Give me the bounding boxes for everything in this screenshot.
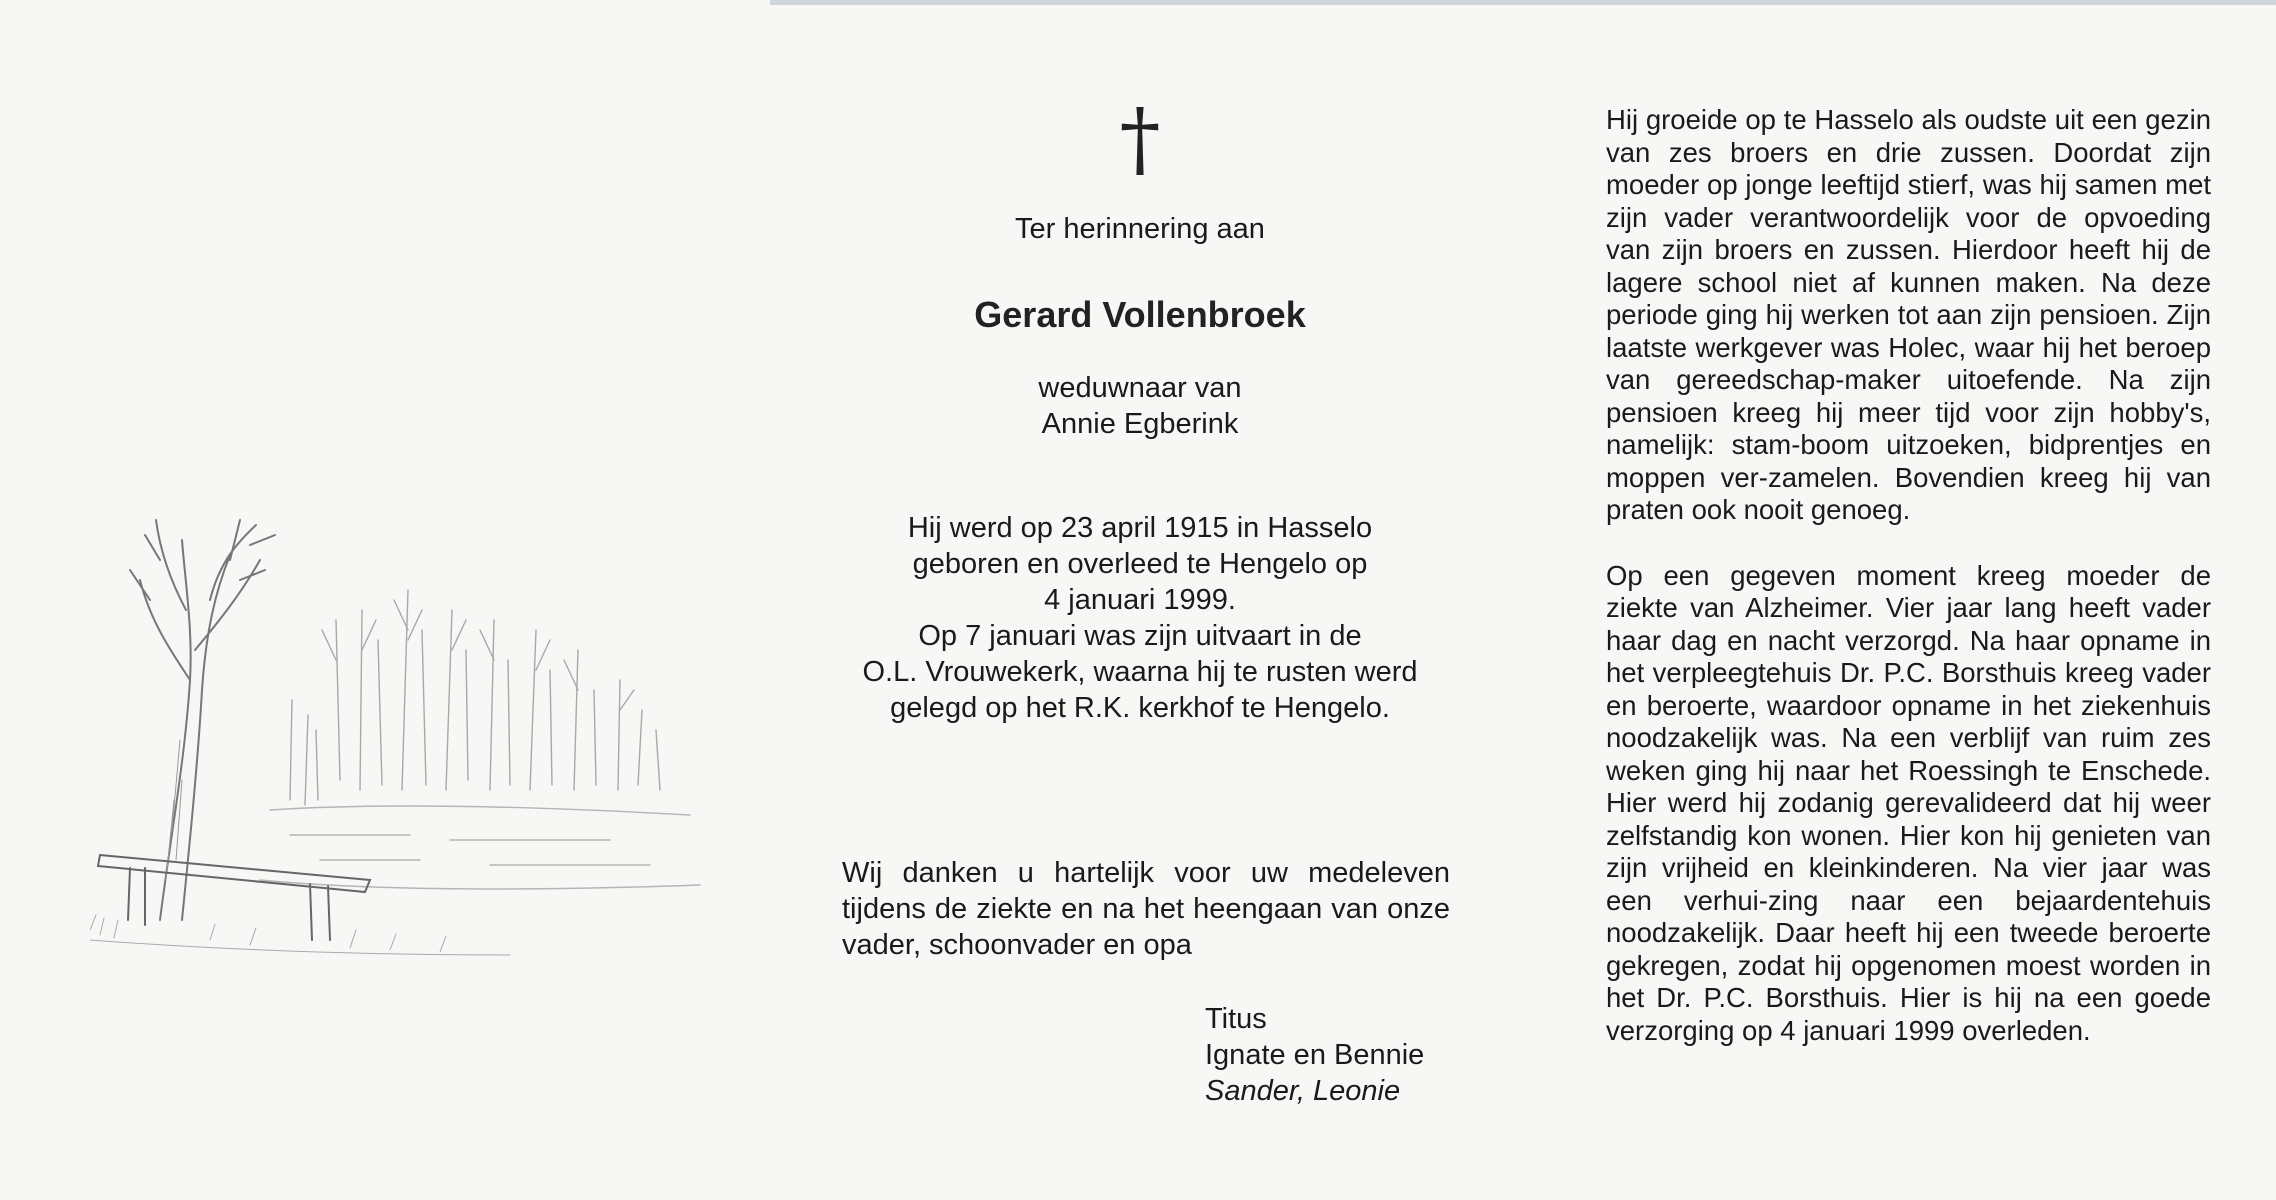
widower-line: weduwnaar van (1038, 372, 1242, 404)
deceased-name: Gerard Vollenbroek (974, 294, 1306, 335)
top-edge-rule (770, 0, 2276, 5)
bio-line: Op 7 januari was zijn uitvaart in de (918, 620, 1362, 652)
thanks-text-block (842, 855, 1450, 963)
background-trees (290, 590, 660, 805)
landscape-sketch-illustration (90, 500, 730, 1100)
center-column (830, 92, 1450, 726)
foreground-grass (90, 915, 510, 955)
bio-line: Hij werd op 23 april 1915 in Hasselo (907, 512, 1373, 544)
bio-line: 4 januari 1999. (1044, 584, 1236, 616)
bio-line: O.L. Vrouwekerk, waarna hij te rusten werd (862, 656, 1418, 688)
life-story-column (1606, 104, 2211, 1047)
birth-death-block (830, 510, 1450, 726)
signature-line: Ignate en Bennie (1205, 1039, 1425, 1071)
signature-line-grandchildren: Sander, Leonie (1205, 1075, 1401, 1107)
cross-icon: † (1119, 92, 1161, 187)
bio-line: geboren en overleed te Hengelo op (912, 548, 1368, 580)
spouse-name: Annie Egberink (1041, 408, 1239, 440)
park-bench (98, 855, 370, 940)
bio-line: gelegd op het R.K. kerkhof te Hengelo. (890, 692, 1390, 724)
life-story-paragraph: Hij groeide op te Hasselo als oudste uit een gezin van zes broers en drie zussen. Doordat zijn moeder op jonge leeftijd stierf, was hij samen met zijn vader verantwoordelijk voor de opvoeding van zijn broers en zussen. Hierdoor heeft hij de lagere school niet af kunnen maken. Na deze periode ging hij werken tot aan zijn pensioen. Zijn laatste werkgever was Holec, waar hij het beroep van gereedschap-maker uitoefende. Na zijn pensioen kreeg hij meer tijd voor zijn hobby's, namelijk: stam-boom uitzoeken, bidprentjes en moppen ver-zamelen. Bovendien kreeg hij van praten ook nooit genoeg. (1606, 104, 2211, 525)
signature-line: Titus (1205, 1003, 1267, 1035)
life-story-paragraph: Op een gegeven moment kreeg moeder de ziekte van Alzheimer. Vier jaar lang heeft vader haar dag en nacht verzorgd. Na haar opname in het verpleegtehuis Dr. P.C. Borsthuis kreeg vader en beroerte, waardoor opname in het ziekenhuis noodzakelijk was. Na een verblijf van ruim zes weken ging hij naar het Roessingh te Enschede. Hier werd hij zodanig gerevalideerd dat hij weer zelfstandig kon wonen. Hier kon hij genieten van zijn vrijheid en kleinkinderen. Na vier jaar was een verhui-zing naar een bejaardentehuis noodzakelijk. Daar heeft hij een tweede beroerte gekregen, zodat hij opgenomen moest worden in het Dr. P.C. Borsthuis. Hier is hij na een goede verzorging op 4 januari 1999 overleden. (1606, 559, 2211, 1046)
widower-of-block (830, 370, 1450, 442)
signatures-block (1205, 1001, 1424, 1109)
thanks-text: Wij danken u hartelijk voor uw medeleven tijdens de ziekte en na het heengaan van onze vader, schoonvader en opa (842, 857, 1450, 961)
intro-text: Ter herinnering aan (1015, 213, 1265, 245)
